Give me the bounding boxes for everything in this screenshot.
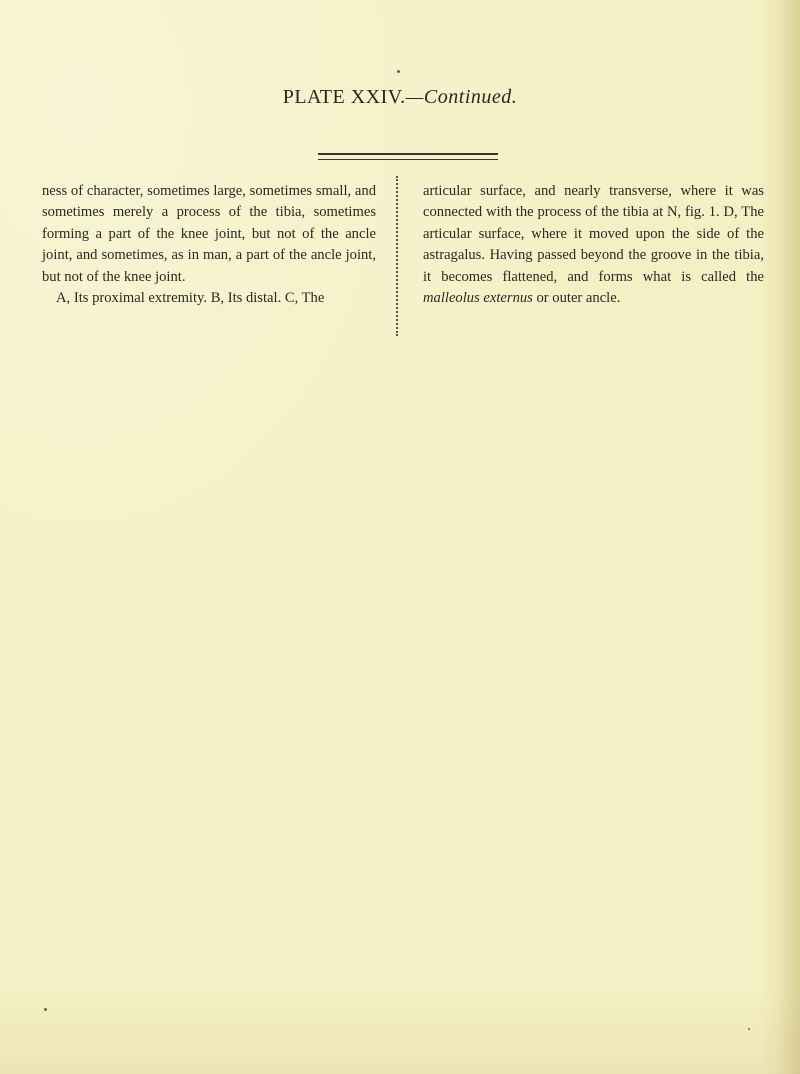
page-edge-shading [778,0,800,1074]
right-paragraph [423,181,764,309]
paper-speck [748,1028,750,1030]
title-main: PLATE XXIV. [282,86,406,108]
title-rule [318,153,498,160]
paper-speck [44,1008,47,1011]
left-paragraph-2: A, Its proximal extremity. B, Its distal. C, The [56,290,325,307]
paper-speck [397,70,400,73]
right-italic-term: malleolus externus [423,290,533,307]
right-column [423,181,764,309]
page-title [0,86,800,109]
right-text-before-italic: articular surface, and nearly transverse, where it was connected with the process of the tibia at N, fig. 1. D, The articular surface, where it moved upon the side of the astragalus. Having passed beyond the groove in the tibia, it becomes flattened, and forms what is called the [423,183,764,285]
title-continued: —Continued. [405,86,518,108]
column-divider [396,176,398,336]
left-column [42,181,376,309]
right-text-after-italic: or outer ancle. [532,290,621,307]
left-paragraph-1: ness of character, sometimes large, sometimes small, and sometimes merely a process of the tibia, sometimes forming a part of the knee joint, but not of the ancle joint, and sometimes, as in man, a part of the ancle joint, but not of the knee joint. [42,183,376,285]
